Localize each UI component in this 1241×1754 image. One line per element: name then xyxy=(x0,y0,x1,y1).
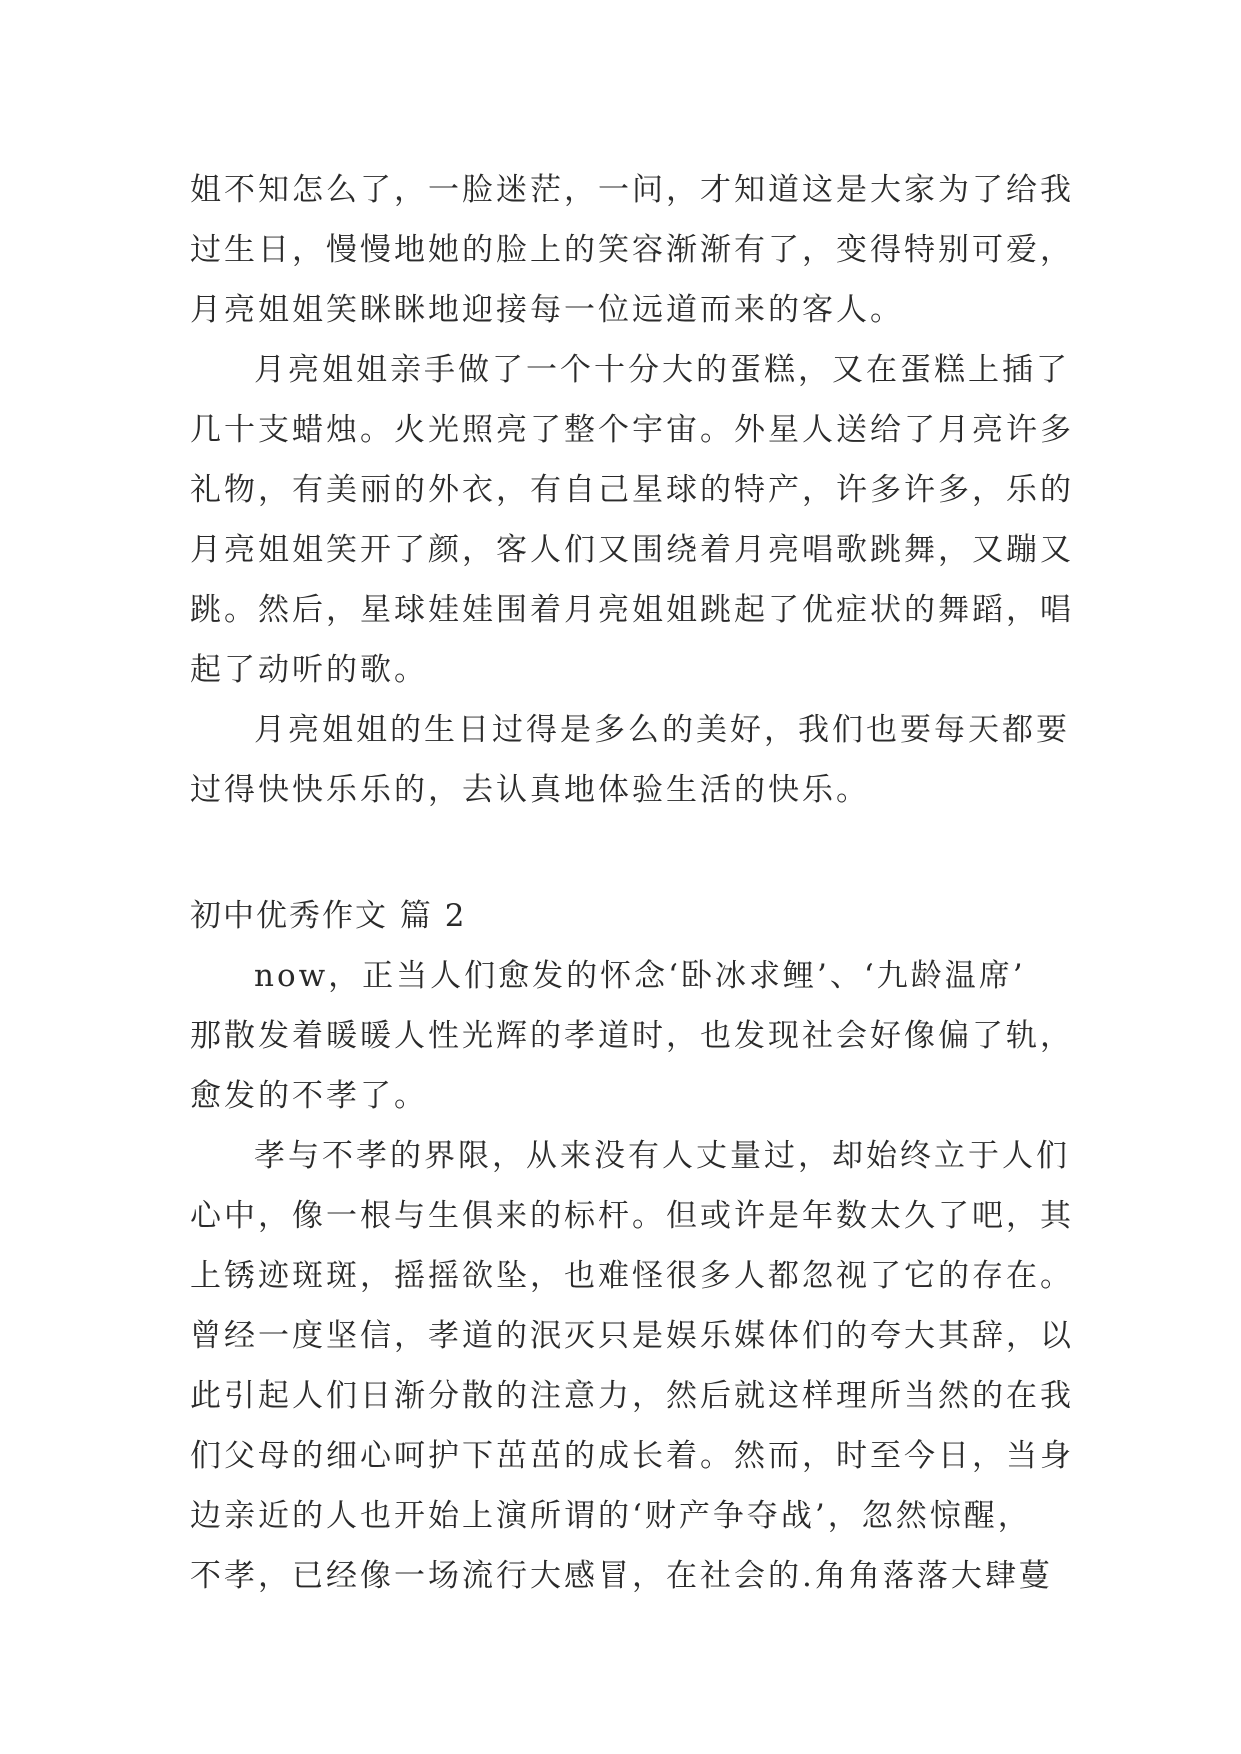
text-line: 过生日，慢慢地她的脸上的笑容渐渐有了，变得特别可爱， xyxy=(190,232,1074,268)
text-line: 们父母的细心呵护下茁茁的成长着。然而，时至今日，当身 xyxy=(190,1438,1074,1474)
text-line: 此引起人们日渐分散的注意力，然后就这样理所当然的在我 xyxy=(190,1378,1074,1414)
text-line: 跳。然后，星球娃娃围着月亮姐姐跳起了优症状的舞蹈，唱 xyxy=(190,592,1074,628)
text-line: 几十支蜡烛。火光照亮了整个宇宙。外星人送给了月亮许多 xyxy=(190,412,1074,448)
document-body xyxy=(190,160,1074,1606)
text-line: 姐不知怎么了，一脸迷茫，一问，才知道这是大家为了给我 xyxy=(190,172,1074,208)
paragraph-start-line: 孝与不孝的界限，从来没有人丈量过，却始终立于人们 xyxy=(254,1138,1070,1174)
text-line: 上锈迹斑斑，摇摇欲坠，也难怪很多人都忽视了它的存在。 xyxy=(190,1258,1074,1294)
text-line: 愈发的不孝了。 xyxy=(190,1078,428,1114)
text-line: 心中，像一根与生俱来的标杆。但或许是年数太久了吧，其 xyxy=(190,1198,1074,1234)
paragraph-start-line: 月亮姐姐亲手做了一个十分大的蛋糕，又在蛋糕上插了 xyxy=(254,352,1070,388)
text-line: 起了动听的歌。 xyxy=(190,652,428,688)
section-gap xyxy=(190,820,1070,886)
text-line: 月亮姐姐笑眯眯地迎接每一位远道而来的客人。 xyxy=(190,292,904,328)
section-heading: 初中优秀作文 篇 2 xyxy=(190,898,467,934)
text-line: 边亲近的人也开始上演所谓的‘财产争夺战’，忽然惊醒， xyxy=(190,1498,1032,1534)
text-line: 礼物，有美丽的外衣，有自己星球的特产，许多许多，乐的 xyxy=(190,472,1074,508)
text-line: 曾经一度坚信，孝道的泯灭只是娱乐媒体们的夸大其辞，以 xyxy=(190,1318,1074,1354)
paragraph-start-line: now，正当人们愈发的怀念‘卧冰求鲤’、‘九龄温席’ xyxy=(254,958,1026,994)
paragraph-start-line: 月亮姐姐的生日过得是多么的美好，我们也要每天都要 xyxy=(254,712,1070,748)
text-line: 不孝，已经像一场流行大感冒，在社会的.角角落落大肆蔓 xyxy=(190,1558,1053,1594)
text-line: 月亮姐姐笑开了颜，客人们又围绕着月亮唱歌跳舞，又蹦又 xyxy=(190,532,1074,568)
text-line: 过得快快乐乐的，去认真地体验生活的快乐。 xyxy=(190,772,870,808)
text-line: 那散发着暖暖人性光辉的孝道时，也发现社会好像偏了轨， xyxy=(190,1018,1074,1054)
